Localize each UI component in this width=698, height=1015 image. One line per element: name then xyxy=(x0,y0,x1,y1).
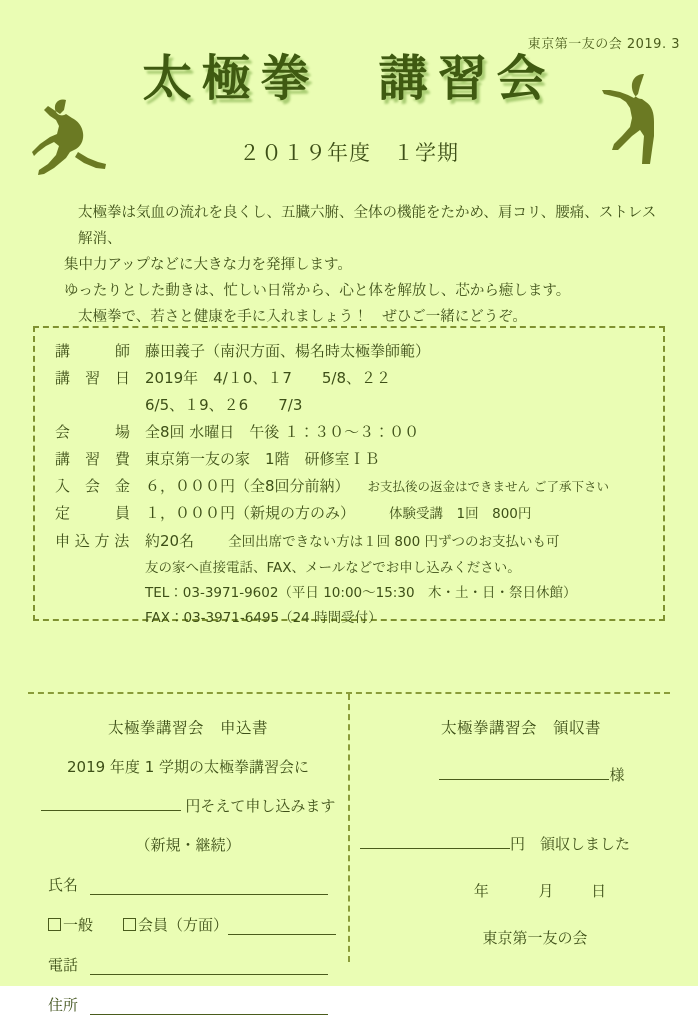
info-value-text: ６，０００円（全8回分前納） xyxy=(145,477,350,495)
organization-stamp: 東京第一友の会 2019. 3 xyxy=(527,37,680,52)
receipt-title: 太極拳講習会 領収書 xyxy=(440,719,601,737)
contact-telephone: TEL：03-3971-9602（平日 10:00〜15:30 木・土・日・祭日休館） xyxy=(145,585,577,601)
receipt-date-day: 日 xyxy=(591,882,609,900)
info-row-contact-tel xyxy=(33,581,665,606)
info-row-entry-fee xyxy=(33,500,665,528)
member-branch-input[interactable] xyxy=(228,918,336,935)
receipt-amount-suffix: 円 領収しました xyxy=(510,835,631,853)
application-form-line-3: （新規・継続） xyxy=(135,836,241,854)
info-value-note: 体験受講 1回 800円 xyxy=(389,506,532,522)
page-subtitle: ２０１９年度 １学期 xyxy=(239,141,459,165)
info-value: 2019年 4/１0、１7 5/8、２２ xyxy=(145,369,391,387)
general-option[interactable] xyxy=(48,914,93,935)
phone-input[interactable] xyxy=(90,958,328,975)
info-value-text: 約20名 xyxy=(145,532,195,550)
info-value: 東京第一友の家 1階 研修室ＩＢ xyxy=(145,450,380,468)
info-value-note: 全回出席できない方は１回 800 円ずつのお支払いも可 xyxy=(228,534,560,550)
info-label: 会 場 xyxy=(55,423,131,441)
taichi-figure-left-icon xyxy=(26,96,114,178)
receipt-date-year: 年 xyxy=(473,882,491,900)
contact-fax: FAX：03-3971-6495（24 時間受付） xyxy=(145,610,382,626)
info-value xyxy=(145,500,665,528)
address-input[interactable] xyxy=(90,998,328,1015)
application-form-amount-row xyxy=(30,795,346,816)
phone-field-row xyxy=(30,954,346,975)
info-value-text: １，０００円（新規の方のみ） xyxy=(145,504,356,522)
info-box xyxy=(33,326,665,631)
address-field-row xyxy=(30,994,346,1015)
info-row-venue xyxy=(33,446,665,473)
info-label: 定 員 xyxy=(55,504,131,522)
receipt-date-month: 月 xyxy=(538,882,556,900)
contact-line: 友の家へ直接電話、FAX、メールなどでお申し込みください。 xyxy=(145,560,521,576)
page-title: 太極拳 講習会 xyxy=(142,49,556,107)
application-form-title: 太極拳講習会 申込書 xyxy=(107,719,268,737)
intro-line-1: 太極拳は気血の流れを良くし、五臓六腑、全体の機能をたかめ、肩コリ、腰痛、ストレス解消、 xyxy=(78,205,657,247)
receipt-date-row xyxy=(356,880,686,901)
info-row-how-to-apply xyxy=(33,528,665,556)
name-field-row xyxy=(30,874,346,895)
member-option-label: 会員（方面） xyxy=(138,916,229,934)
checkbox-member-icon[interactable] xyxy=(123,918,136,931)
receipt-name-suffix: 様 xyxy=(609,766,625,784)
receipt-amount-row xyxy=(356,833,686,854)
info-value xyxy=(145,528,665,556)
general-option-label: 一般 xyxy=(63,916,94,934)
amount-input[interactable] xyxy=(41,810,181,811)
intro-paragraph xyxy=(64,200,664,330)
intro-line-3: ゆったりとした動きは、忙しい日常から、心と体を解放し、芯から癒します。 xyxy=(64,283,571,299)
application-form xyxy=(30,700,346,1015)
info-row-instructor xyxy=(33,338,665,365)
info-row-dates-cont xyxy=(33,392,665,419)
intro-line-4: 太極拳で、若さと健康を手に入れましょう！ ぜひご一緒にどうぞ。 xyxy=(78,309,527,325)
info-row-schedule xyxy=(33,419,665,446)
phone-field-label: 電話 xyxy=(48,956,79,974)
info-row-contact-1 xyxy=(33,556,665,581)
info-label: 講 師 xyxy=(55,342,131,360)
info-row-dates xyxy=(33,365,665,392)
application-form-line-1: 2019 年度 1 学期の太極拳講習会に xyxy=(66,758,310,776)
checkbox-general-icon[interactable] xyxy=(48,918,61,931)
info-value-note: お支払後の返金はできません ご了承下さい xyxy=(367,479,610,494)
info-label: 申 込 方 法 xyxy=(55,532,130,550)
info-value: 全8回 水曜日 午後 １：３０〜３：００ xyxy=(145,423,420,441)
info-value xyxy=(145,473,665,500)
info-label: 講 習 費 xyxy=(55,450,131,468)
info-row-course-fee xyxy=(33,473,665,500)
info-value: 藤田義子（南沢方面、楊名時太極拳師範） xyxy=(145,342,431,360)
name-field-label: 氏名 xyxy=(48,876,79,894)
receipt-name-input[interactable] xyxy=(439,779,609,780)
member-option[interactable] xyxy=(123,914,228,935)
receipt-amount-input[interactable] xyxy=(360,848,510,849)
info-label: 入 会 金 xyxy=(55,477,131,495)
vertical-divider xyxy=(348,694,350,962)
taichi-figure-right-icon xyxy=(600,72,682,168)
name-input[interactable] xyxy=(90,878,328,895)
membership-options-row xyxy=(30,914,346,935)
address-field-label: 住所 xyxy=(48,996,79,1014)
receipt-form xyxy=(356,700,686,948)
info-label: 講 習 日 xyxy=(55,369,131,387)
receipt-organization: 東京第一友の会 xyxy=(482,929,588,947)
amount-suffix-label: 円そえて申し込みます xyxy=(185,797,336,815)
info-row-contact-fax xyxy=(33,606,665,631)
info-value: 6/5、１9、２6 7/3 xyxy=(145,396,303,414)
intro-line-2: 集中力アップなどに大きな力を発揮します。 xyxy=(64,257,352,273)
receipt-name-row xyxy=(356,764,686,785)
